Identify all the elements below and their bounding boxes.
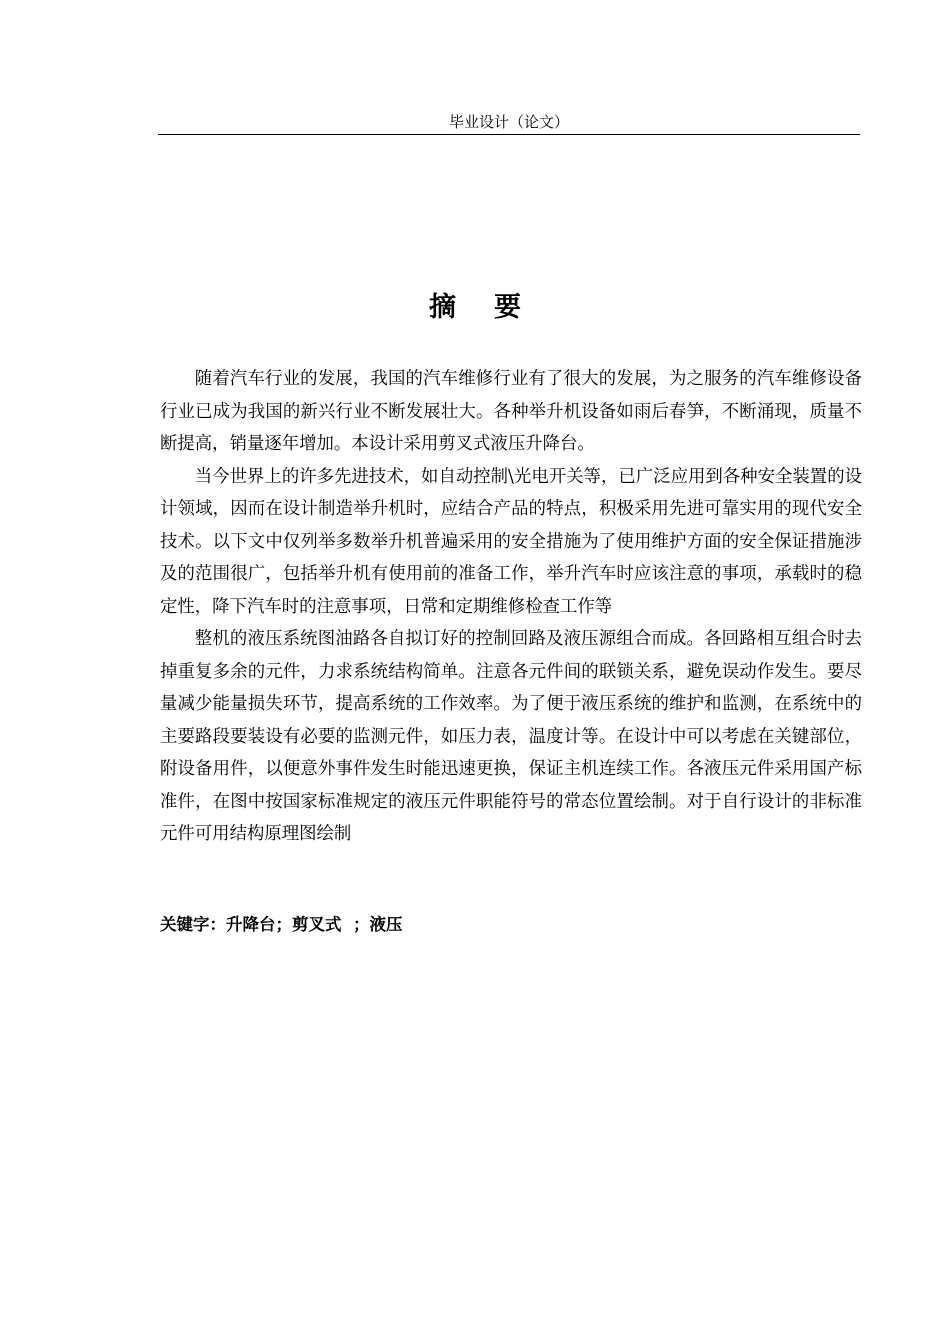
abstract-paragraph-1: 随着汽车行业的发展，我国的汽车维修行业有了很大的发展，为之服务的汽车维修设备行业已成为我国的新兴行业不断发展壮大。各种举升机设备如雨后春笋，不断涌现，质量不断提高，销量逐年增加。本设计采用剪叉式液压升降台。	[160, 369, 862, 454]
keywords-line: 关键字：升降台；剪叉式 ；液压	[160, 915, 403, 934]
abstract-paragraph-3: 整机的液压系统图油路各自拟订好的控制回路及液压源组合而成。各回路相互组合时去掉重复多余的元件，力求系统结构简单。注意各元件间的联锁关系，避免误动作发生。要尽量减少能量损失环节，提高系统的工作效率。为了便于液压系统的维护和监测，在系统中的主要路段要装设有必要的监测元件，如压力表，温度计等。在设计中可以考虑在关键部位，附设备用件，以便意外事件发生时能迅速更换，保证主机连续工作。各液压元件采用国产标准件，在图中按国家标准规定的液压元件职能符号的常态位置绘制。对于自行设计的非标准元件可用结构原理图绘制	[160, 629, 862, 844]
running-header	[158, 112, 860, 135]
abstract-title: 摘要	[429, 292, 559, 323]
abstract-body	[160, 363, 862, 851]
running-header-title: 毕业设计（论文）	[448, 113, 569, 131]
abstract-paragraph-2: 当今世界上的许多先进技术，如自动控制\光电开关等，已广泛应用到各种安全装置的设计领域，因而在设计制造举升机时，应结合产品的特点，积极采用先进可靠实用的现代安全技术。以下文中仅列举多数举升机普遍采用的安全措施为了使用维护方面的安全保证措施涉及的范围很广，包括举升机有使用前的准备工作，举升汽车时应该注意的事项，承载时的稳定性，降下汽车时的注意事项，日常和定期维修检查工作等	[160, 466, 862, 617]
